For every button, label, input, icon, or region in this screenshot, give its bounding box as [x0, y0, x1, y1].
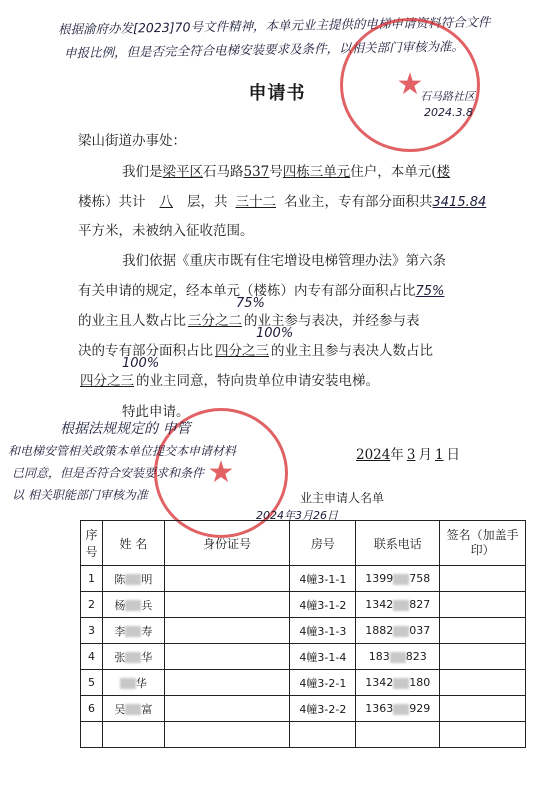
date: 2024年 3 月 1 日 [356, 447, 461, 463]
header-tel: 联系电话 [356, 521, 440, 566]
para2-line1: 我们依据《重庆市既有住宅增设电梯管理办法》第六条 [122, 253, 446, 269]
star-icon: ★ [207, 455, 235, 490]
row-id [164, 618, 290, 644]
note-line2: 和电梯安管相关政策本单位提交本申请材料 [8, 444, 237, 458]
handwritten-note-line1: 根据渝府办发[2023]70号文件精神，本单元业主提供的电梯申请资料符合文件 [57, 14, 491, 37]
row-tel: 1363 929 [356, 696, 440, 722]
closing: 特此申请。 [122, 404, 190, 420]
row-no: 5 [81, 670, 103, 696]
row-name: 陈 明 [102, 566, 164, 592]
row-signature [440, 696, 526, 722]
note-line1: 根据法规规定的 申管 [60, 421, 191, 437]
table-row [81, 592, 526, 618]
hand-100-b: 100% [122, 356, 160, 371]
row-tel: 1882 037 [356, 618, 440, 644]
para1-line1: 我们是梁平区石马路537号四栋三单元住户，本单元(楼 [122, 164, 451, 180]
row-no: 4 [81, 644, 103, 670]
row-signature [440, 592, 526, 618]
header-signature: 签名（加盖手印） [440, 521, 526, 566]
row-signature [440, 670, 526, 696]
row-id [164, 592, 290, 618]
row-id [164, 670, 290, 696]
row-name: 吴 富 [102, 696, 164, 722]
header-id: 身份证号 [164, 521, 290, 566]
table-caption: 业主申请人名单 [300, 491, 385, 505]
star-icon: ★ [396, 67, 424, 102]
row-tel: 1342 827 [356, 592, 440, 618]
handwritten-note-line2: 申报比例，但是否完全符合电梯安装要求及条件，以相关部门审核为准。 [63, 38, 465, 61]
owner-table [80, 520, 526, 748]
row-room: 4幢3-2-1 [290, 670, 356, 696]
note-line3: 已同意，但是否符合安装要求和条件 [12, 466, 205, 480]
row-no: 3 [81, 618, 103, 644]
row-id [164, 696, 290, 722]
row-tel: 1399 758 [356, 566, 440, 592]
table-row [81, 670, 526, 696]
row-signature [440, 566, 526, 592]
para1-line3: 平方米，未被纳入征收范围。 [78, 223, 254, 239]
table-row [81, 566, 526, 592]
para2-line4: 决的专有部分面积占比 四分之三 的业主且参与表决人数占比 [78, 343, 433, 359]
note-signature-date: 2024年3月26日 [256, 509, 338, 522]
row-id [164, 566, 290, 592]
row-room: 4幢3-1-3 [290, 618, 356, 644]
row-tel: 1342 180 [356, 670, 440, 696]
header-name: 姓 名 [102, 521, 164, 566]
note-line4: 以 相关职能部门审核为准 [12, 488, 148, 502]
row-no: 1 [81, 566, 103, 592]
row-room: 4幢3-1-1 [290, 566, 356, 592]
row-signature [440, 644, 526, 670]
row-signature [440, 618, 526, 644]
stamp-note: 石马路社区 [420, 90, 475, 103]
row-name: 张 华 [102, 644, 164, 670]
para2-line3: 的业主且人数占比 三分之二 的业主参与表决，并经参与表 [78, 313, 420, 329]
table-row-empty [81, 722, 526, 748]
row-no: 2 [81, 592, 103, 618]
hand-75: 75% [236, 296, 265, 311]
row-room: 4幢3-1-4 [290, 644, 356, 670]
row-name: 华 [102, 670, 164, 696]
para2-line5: 四分之三 的业主同意，特向贵单位申请安装电梯。 [80, 373, 379, 389]
stamp-date: 2024.3.8 [424, 106, 473, 119]
recipient: 梁山街道办事处： [78, 133, 186, 149]
row-name: 杨 兵 [102, 592, 164, 618]
table-row [81, 644, 526, 670]
table-row [81, 618, 526, 644]
header-no: 序号 [81, 521, 103, 566]
row-room: 4幢3-2-2 [290, 696, 356, 722]
row-id [164, 644, 290, 670]
table-header [81, 521, 526, 566]
row-name: 李 寿 [102, 618, 164, 644]
hand-100-a: 100% [256, 326, 294, 341]
table-row [81, 696, 526, 722]
header-room: 房号 [290, 521, 356, 566]
row-room: 4幢3-1-2 [290, 592, 356, 618]
para2-line2: 有关申请的规定，经本单元（楼栋）内专有部分面积占比75% [78, 283, 445, 299]
document-title: 申请书 [248, 83, 306, 104]
row-no: 6 [81, 696, 103, 722]
row-tel: 183 823 [356, 644, 440, 670]
para1-line2: 楼栋）共计 八 层，共 三十二 名业主，专有部分面积共3415.84 [78, 194, 487, 210]
